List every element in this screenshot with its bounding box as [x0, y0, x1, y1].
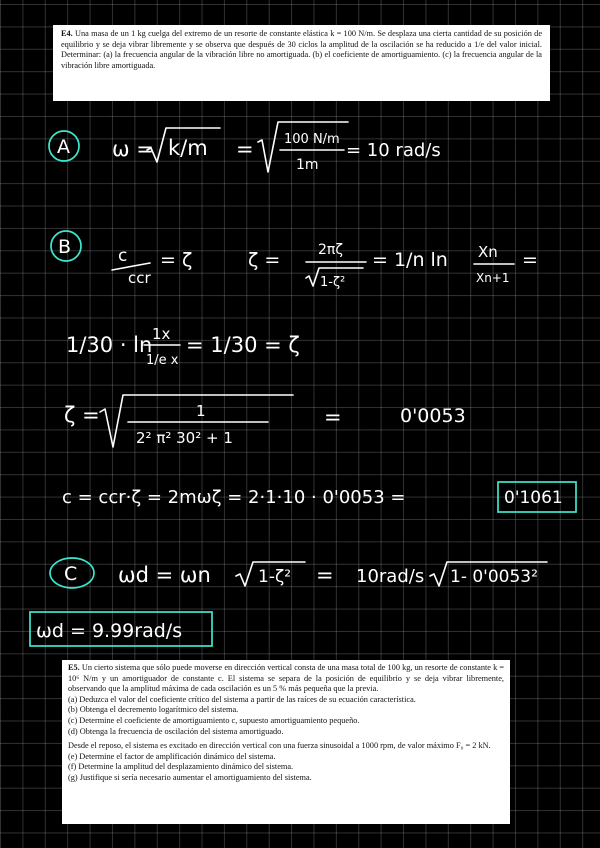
problem-e4-label: E4.: [61, 29, 73, 38]
e5-item-e: (e) Determine el factor de amplificación dinámico del sistema.: [68, 751, 276, 761]
e5-item-f: (f) Determine la amplitud del desplazamiento dinámico del sistema.: [68, 762, 294, 772]
a-equals: =: [236, 137, 254, 161]
line4-val: 0'0053: [400, 405, 466, 427]
line4-left: ζ =: [64, 403, 100, 427]
e5-item-a: (a) Deduzca el valor del coeficiente crítico del sistema a partir de las raíces de su ecuación característica.: [68, 694, 416, 704]
problem-e5-label: E5.: [68, 663, 80, 672]
line3-num: 1x: [152, 325, 171, 343]
c-rad: 1-ζ²: [258, 567, 292, 587]
line5: c = ccr·ζ = 2mωζ = 2·1·10 · 0'0053 =: [62, 487, 406, 508]
problem-e4-body: Una masa de un 1 kg cuelga del extremo de un resorte de constante elástica k = 100 N/m. Se desplaza una cierta cantidad de su posición de equilibrio y se deja vibrar libremente y se observa que después de 30 ciclos la amplitud de la oscilación se ha reducido a 1/e del valor inicial. Determinar: (a) la frecuencia angular de la vibración libre no amortiguada. (b) el coeficiente de amortiguamiento. (c) la frecuencia angular de la vibración libre amortiguada.: [61, 29, 542, 70]
e5-item-c: (c) Determine el coeficiente de amortiguamiento c, supuesto amortiguamiento pequeño.: [68, 715, 360, 725]
line5-boxed: 0'1061: [504, 488, 563, 508]
a-result: = 10 rad/s: [346, 140, 441, 161]
problem-e5-card: [62, 660, 510, 824]
e5-item-b: (b) Obtenga el decremento logarítmico del sistema.: [68, 705, 239, 715]
part-b-label: B: [58, 236, 72, 258]
part-a-label: A: [57, 136, 70, 158]
b-zeta: ζ =: [248, 249, 281, 271]
a-numerator: 100 N/m: [284, 132, 340, 147]
line3-right: = 1/30 = ζ: [186, 333, 300, 357]
line4-den: 2² π² 30² + 1: [136, 429, 233, 447]
c-val: 10rad/s: [356, 566, 425, 587]
c-mid: =: [316, 563, 334, 587]
line4-eq: =: [324, 405, 342, 429]
b-ratio-eq: = ζ: [160, 249, 193, 271]
c-rad2: 1- 0'0053²: [450, 567, 538, 587]
b-xn1: Xn+1: [476, 271, 510, 285]
line3-left: 1/30 · ln: [66, 333, 153, 357]
b-xn: Xn: [478, 243, 498, 261]
a-denominator: 1m: [296, 157, 319, 173]
b-frac-num: 2πζ: [318, 242, 343, 258]
b-ratio-den: ccr: [128, 269, 151, 287]
b-rhs: = 1/n ln: [372, 249, 448, 271]
a-k-over-m: k/m: [168, 136, 208, 160]
e5-item-d: (d) Obtenga la frecuencia de oscilación del sistema amortiguado.: [68, 726, 284, 736]
a-omega: ω =: [112, 137, 154, 161]
line4-num: 1: [196, 402, 206, 420]
problem-e5-intro: [68, 663, 504, 695]
b-ratio-num: c: [118, 246, 128, 266]
c-eq: ωd = ωn: [118, 563, 211, 587]
problem-e5-intro-text: Un cierto sistema que sólo puede moverse en dirección vertical consta de una masa total de 100 kg, un resorte de constante k = 10⁶ N/m y un amortiguador de constante c. El sistema se separa de la posición de equilibrio y se deja vibrar libremente, observando que la amplitud máxima de cada oscilación es un 5 % más pequeña que la previa.: [68, 663, 505, 694]
e5-item-g: (g) Justifique si sería necesario aumentar el amortiguamiento del sistema.: [68, 772, 312, 782]
final-boxed: ωd = 9.99rad/s: [36, 620, 183, 642]
problem-e5-intro2: Desde el reposo, el sistema es excitado en dirección vertical con una fuerza sinusoidal a 1000 rpm, de valor máximo F₀ = 2 kN.: [68, 741, 491, 751]
b-tail: =: [522, 249, 538, 271]
line3-den: 1/e x: [146, 353, 179, 368]
b-frac-den: 1-ζ²: [320, 275, 346, 290]
part-c-label: C: [64, 563, 78, 585]
